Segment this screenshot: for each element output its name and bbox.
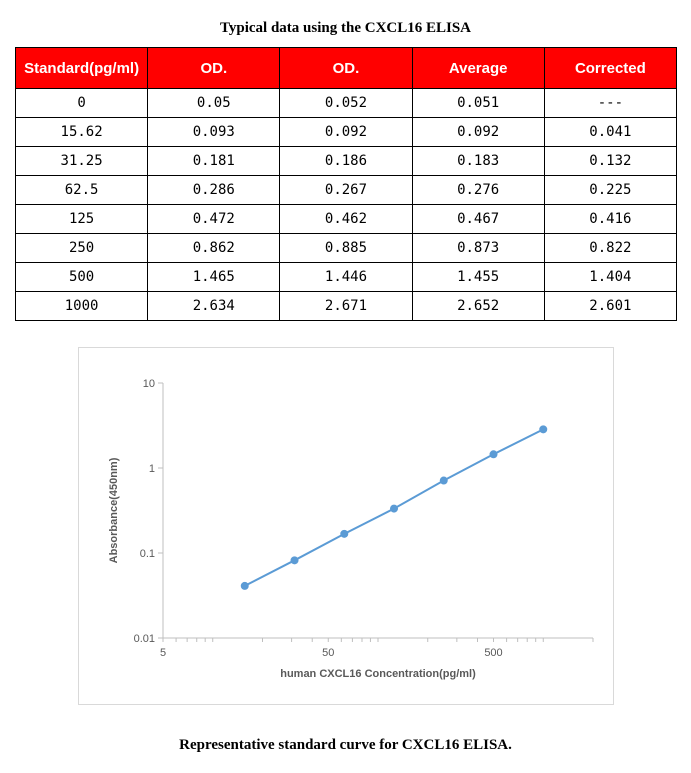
table-cell: 0.267 [280,176,412,205]
data-point [340,530,348,538]
column-header-corrected: Corrected [544,48,676,89]
table-cell: 0.093 [148,118,280,147]
table-cell: 1.404 [544,263,676,292]
table-cell: 2.652 [412,292,544,321]
table-cell: 0.041 [544,118,676,147]
table-row [16,263,677,292]
table-row [16,176,677,205]
data-point [390,505,398,513]
table-cell: 0.186 [280,147,412,176]
table-cell: 62.5 [16,176,148,205]
table-cell: 0.183 [412,147,544,176]
table-cell: 0.472 [148,205,280,234]
table-cell: 2.671 [280,292,412,321]
table-header-row [16,48,677,89]
table-cell: 1.455 [412,263,544,292]
table-cell: 1.446 [280,263,412,292]
table-row [16,89,677,118]
data-point [291,556,299,564]
table-cell: 0.822 [544,234,676,263]
y-tick-label: 0.1 [139,548,155,560]
table-cell: 0.276 [412,176,544,205]
table-cell: 0.286 [148,176,280,205]
table-cell: 0.05 [148,89,280,118]
column-header-od-2: OD. [280,48,412,89]
table-cell: 0.052 [280,89,412,118]
y-tick-label: 10 [142,378,155,390]
x-tick-label: 500 [484,647,503,659]
x-axis-label: human CXCL16 Concentration(pg/ml) [280,668,476,680]
table-cell: 0 [16,89,148,118]
table-cell: 500 [16,263,148,292]
table-cell: 0.885 [280,234,412,263]
table-cell: 0.092 [280,118,412,147]
table-cell: 0.862 [148,234,280,263]
chart-frame [78,347,614,705]
table-cell: 0.092 [412,118,544,147]
data-point [440,477,448,485]
table-cell: 2.634 [148,292,280,321]
data-point [241,582,249,590]
table-cell: 0.416 [544,205,676,234]
table-cell: 2.601 [544,292,676,321]
column-header-average: Average [412,48,544,89]
standard-curve-chart [79,348,615,706]
table-cell: --- [544,89,676,118]
table-cell: 0.132 [544,147,676,176]
table-cell: 1.465 [148,263,280,292]
table-cell: 0.181 [148,147,280,176]
table-title: Typical data using the CXCL16 ELISA [219,20,472,36]
chart-caption: Representative standard curve for CXCL16 ELISA. [179,737,512,753]
table-cell: 1000 [16,292,148,321]
standard-data-table [15,47,677,321]
table-row [16,292,677,321]
y-tick-label: 0.01 [133,633,155,645]
x-tick-label: 50 [322,647,335,659]
column-header-standard: Standard(pg/ml) [16,48,148,89]
table-cell: 250 [16,234,148,263]
table-row [16,205,677,234]
data-point [539,425,547,433]
data-point [490,450,498,458]
table-row [16,147,677,176]
table-cell: 0.467 [412,205,544,234]
table-cell: 0.873 [412,234,544,263]
table-cell: 0.051 [412,89,544,118]
column-header-od-1: OD. [148,48,280,89]
y-tick-label: 1 [148,463,155,475]
x-tick-label: 5 [159,647,167,659]
table-row [16,234,677,263]
table-cell: 125 [16,205,148,234]
table-cell: 31.25 [16,147,148,176]
table-cell: 15.62 [16,118,148,147]
table-row [16,118,677,147]
y-axis-label: Absorbance(450nm) [108,457,120,564]
table-cell: 0.225 [544,176,676,205]
table-cell: 0.462 [280,205,412,234]
